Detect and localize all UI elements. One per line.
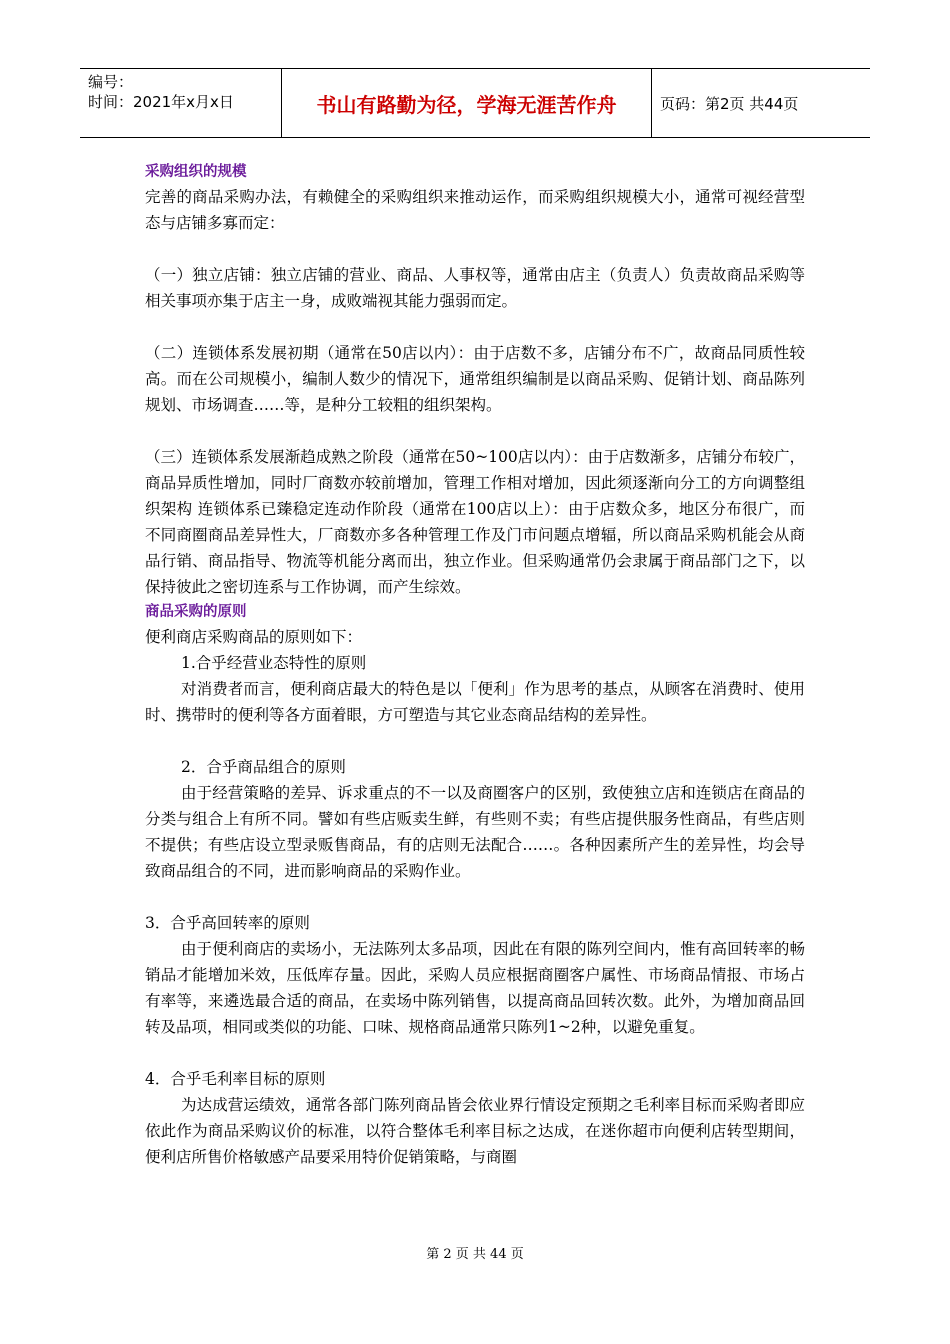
spacer: [145, 418, 805, 444]
section-heading-org: 采购组织的规模: [145, 164, 247, 180]
spacer: [145, 728, 805, 754]
header-meta: [80, 69, 282, 137]
spacer: [145, 236, 805, 262]
subheading: 3．合乎高回转率的原则: [145, 914, 310, 932]
paragraph: （一）独立店铺：独立店铺的营业、商品、人事权等，通常由店主（负责人）负责故商品采购等相关事项亦集于店主一身，成败端视其能力强弱而定。: [145, 266, 805, 310]
date-label: 时间：2021年x月x日: [88, 93, 234, 111]
paragraph: 为达成营运绩效，通常各部门陈列商品皆会依业界行情设定预期之毛利率目标而采购者即应依此作为商品采购议价的标准，以符合整体毛利率目标之达成，在迷你超市向便利店转型期间，便利店所售价格敏感产品要采用特价促销策略，与商圈: [145, 1096, 805, 1166]
header-motto: 书山有路勤为径，学海无涯苦作舟: [282, 69, 652, 137]
paragraph: 完善的商品采购办法，有赖健全的采购组织来推动运作，而采购组织规模大小，通常可视经营型态与店铺多寡而定：: [145, 188, 805, 232]
subheading: 2．合乎商品组合的原则: [181, 758, 346, 776]
paragraph: （三）连锁体系发展渐趋成熟之阶段（通常在50~100店以内）：由于店数渐多，店铺分布较广，商品异质性增加，同时厂商数亦较前增加，管理工作相对增加，因此须逐渐向分工的方向调整组织架构 连锁体系已臻稳定连动作阶段（通常在100店以上）：由于店数众多，地区分布很广，而不同商圈商品差异性大，厂商数亦多各种管理工作及门市问题点增辐，所以商品采购机能会从商品行销、商品指导、物流等机能分离而出，独立作业。但采购通常仍会隶属于商品部门之下，以保持彼此之密切连系与工作协调，而产生综效。: [145, 448, 805, 596]
paragraph: 由于经营策略的差异、诉求重点的不一以及商圈客户的区别，致使独立店和连锁店在商品的分类与组合上有所不同。譬如有些店贩卖生鲜，有些则不卖；有些店提供服务性商品，有些店则不提供；有些店设立型录贩售商品，有的店则无法配合……。各种因素所产生的差异性，均会导致商品组合的不同，进而影响商品的采购作业。: [145, 784, 805, 880]
code-label: 编号：: [88, 73, 134, 91]
spacer: [145, 884, 805, 910]
spacer: [145, 1040, 805, 1066]
subheading: 4．合乎毛利率目标的原则: [145, 1070, 326, 1088]
page-footer: 第 2 页 共 44 页: [426, 1247, 524, 1262]
subheading: 1.合乎经营业态特性的原则: [181, 654, 367, 672]
paragraph: 便利商店采购商品的原则如下：: [145, 628, 363, 646]
header-page-label: 页码：第2页 共44页: [660, 94, 799, 113]
paragraph: 对消费者而言，便利商店最大的特色是以「便利」作为思考的基点，从顾客在消费时、使用时、携带时的便利等各方面着眼，方可塑造与其它业态商品结构的差异性。: [145, 680, 805, 724]
spacer: [145, 314, 805, 340]
document-body: [145, 160, 805, 1170]
page-header: [80, 68, 870, 138]
paragraph: 由于便利商店的卖场小，无法陈列太多品项，因此在有限的陈列空间内，惟有高回转率的畅销品才能增加米效，压低库存量。因此，采购人员应根据商圈客户属性、市场商品情报、市场占有率等，来遴选最合适的商品，在卖场中陈列销售，以提高商品回转次数。此外，为增加商品回转及品项，相同或类似的功能、口味、规格商品通常只陈列1~2种，以避免重复。: [145, 940, 805, 1036]
section-heading-principle: 商品采购的原则: [145, 604, 247, 620]
paragraph: （二）连锁体系发展初期（通常在50店以内）：由于店数不多，店铺分布不广，故商品同质性较高。而在公司规模小，编制人数少的情况下，通常组织编制是以商品采购、促销计划、商品陈列规划、市场调查……等，是种分工较粗的组织架构。: [145, 344, 805, 414]
